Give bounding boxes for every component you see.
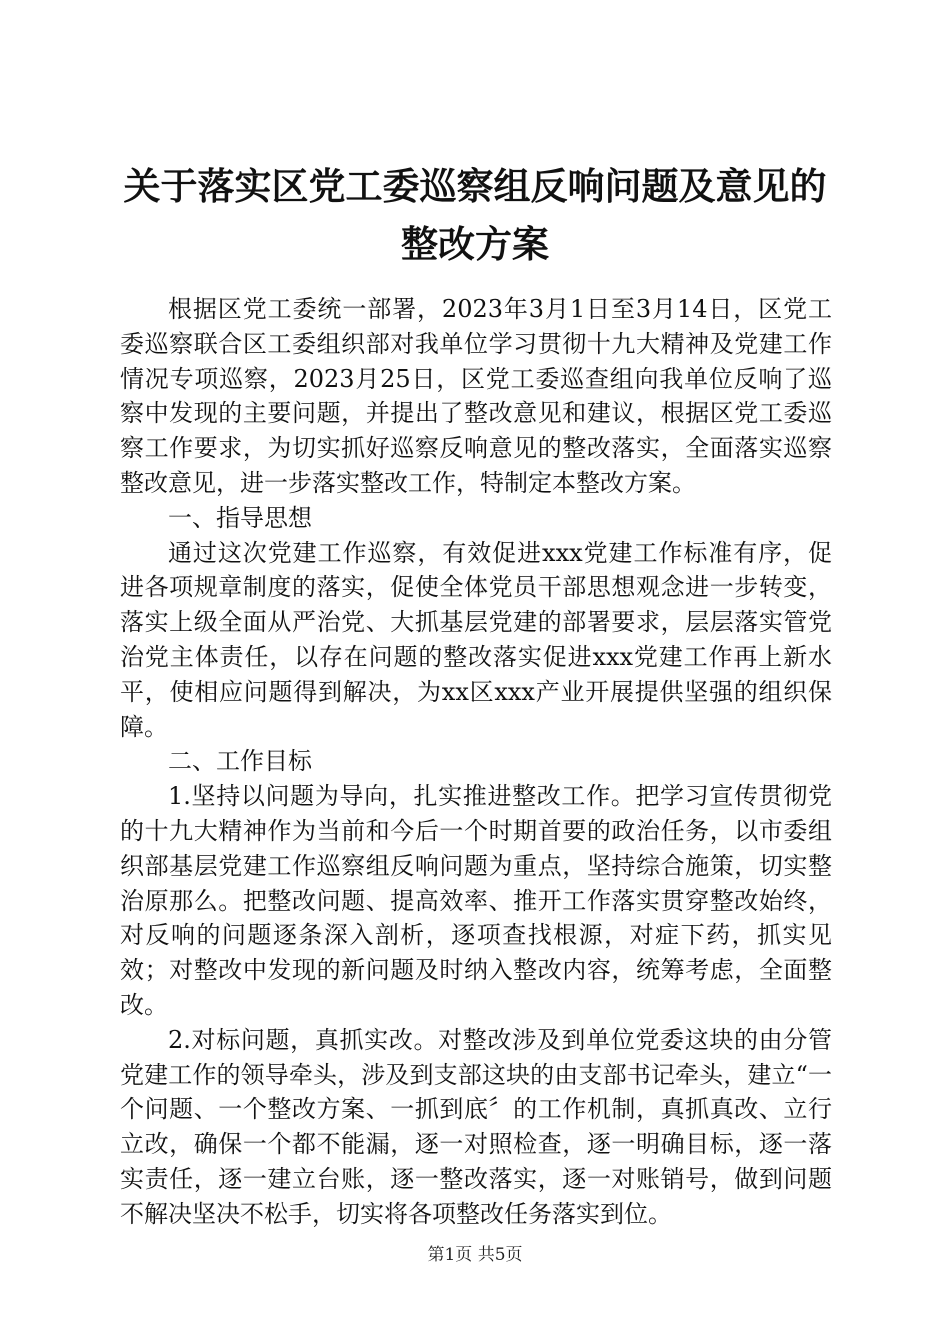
guiding-thought-paragraph: 通过这次党建工作巡察，有效促进xxx党建工作标准有序，促进各项规章制度的落实，促使全体党员干部思想观念进一步转变，落实上级全面从严治党、大抓基层党建的部署要求，层层落实管党治党主体责任，以存在问题的整改落实促进xxx党建工作再上新水平，使相应问题得到解决，为xx区xxx产业开展提供坚强的组织保障。 <box>120 538 832 741</box>
section-heading-work-goals: 二、工作目标 <box>168 747 312 776</box>
section-heading-guiding-thought: 一、指导思想 <box>168 503 312 532</box>
document-title: 关于落实区党工委巡察组反响问题及意见的整改方案 <box>123 165 827 266</box>
work-goal-item-1: 1.坚持以问题为导向，扎实推进整改工作。把学习宣传贯彻党的十九大精神作为当前和今后一个时期首要的政治任务，以市委组织部基层党建工作巡察组反响问题为重点，坚持综合施策，切实整治原那么。把整改问题、提高效率、推开工作落实贯穿整改始终，对反响的问题逐条深入剖析，逐项查找根源，对症下药，抓实见效；对整改中发现的新问题及时纳入整改内容，统筹考虑，全面整改。 <box>120 782 832 1019</box>
intro-paragraph: 根据区党工委统一部署，2023年3月1日至3月14日，区党工委巡察联合区工委组织部对我单位学习贯彻十九大精神及党建工作情况专项巡察，2023月25日，区党工委巡查组向我单位反响了巡察中发现的主要问题，并提出了整改意见和建议，根据区党工委巡察工作要求，为切实抓好巡察反响意见的整改落实，全面落实巡察整改意见，进一步落实整改工作，特制定本整改方案。 <box>120 295 832 497</box>
work-goal-item-2: 2.对标问题，真抓实改。对整改涉及到单位党委这块的由分管党建工作的领导牵头，涉及到支部这块的由支部书记牵头，建立“一个问题、一个整改方案、一抓到底〞的工作机制，真抓真改、立行立改，确保一个都不能漏，逐一对照检查，逐一明确目标，逐一落实责任，逐一建立台账，逐一整改落实，逐一对账销号，做到问题不解决坚决不松手，切实将各项整改任务落实到位。 <box>120 1025 832 1228</box>
document-body <box>120 292 832 1232</box>
page-footer: 第1页 共5页 <box>427 1245 523 1265</box>
